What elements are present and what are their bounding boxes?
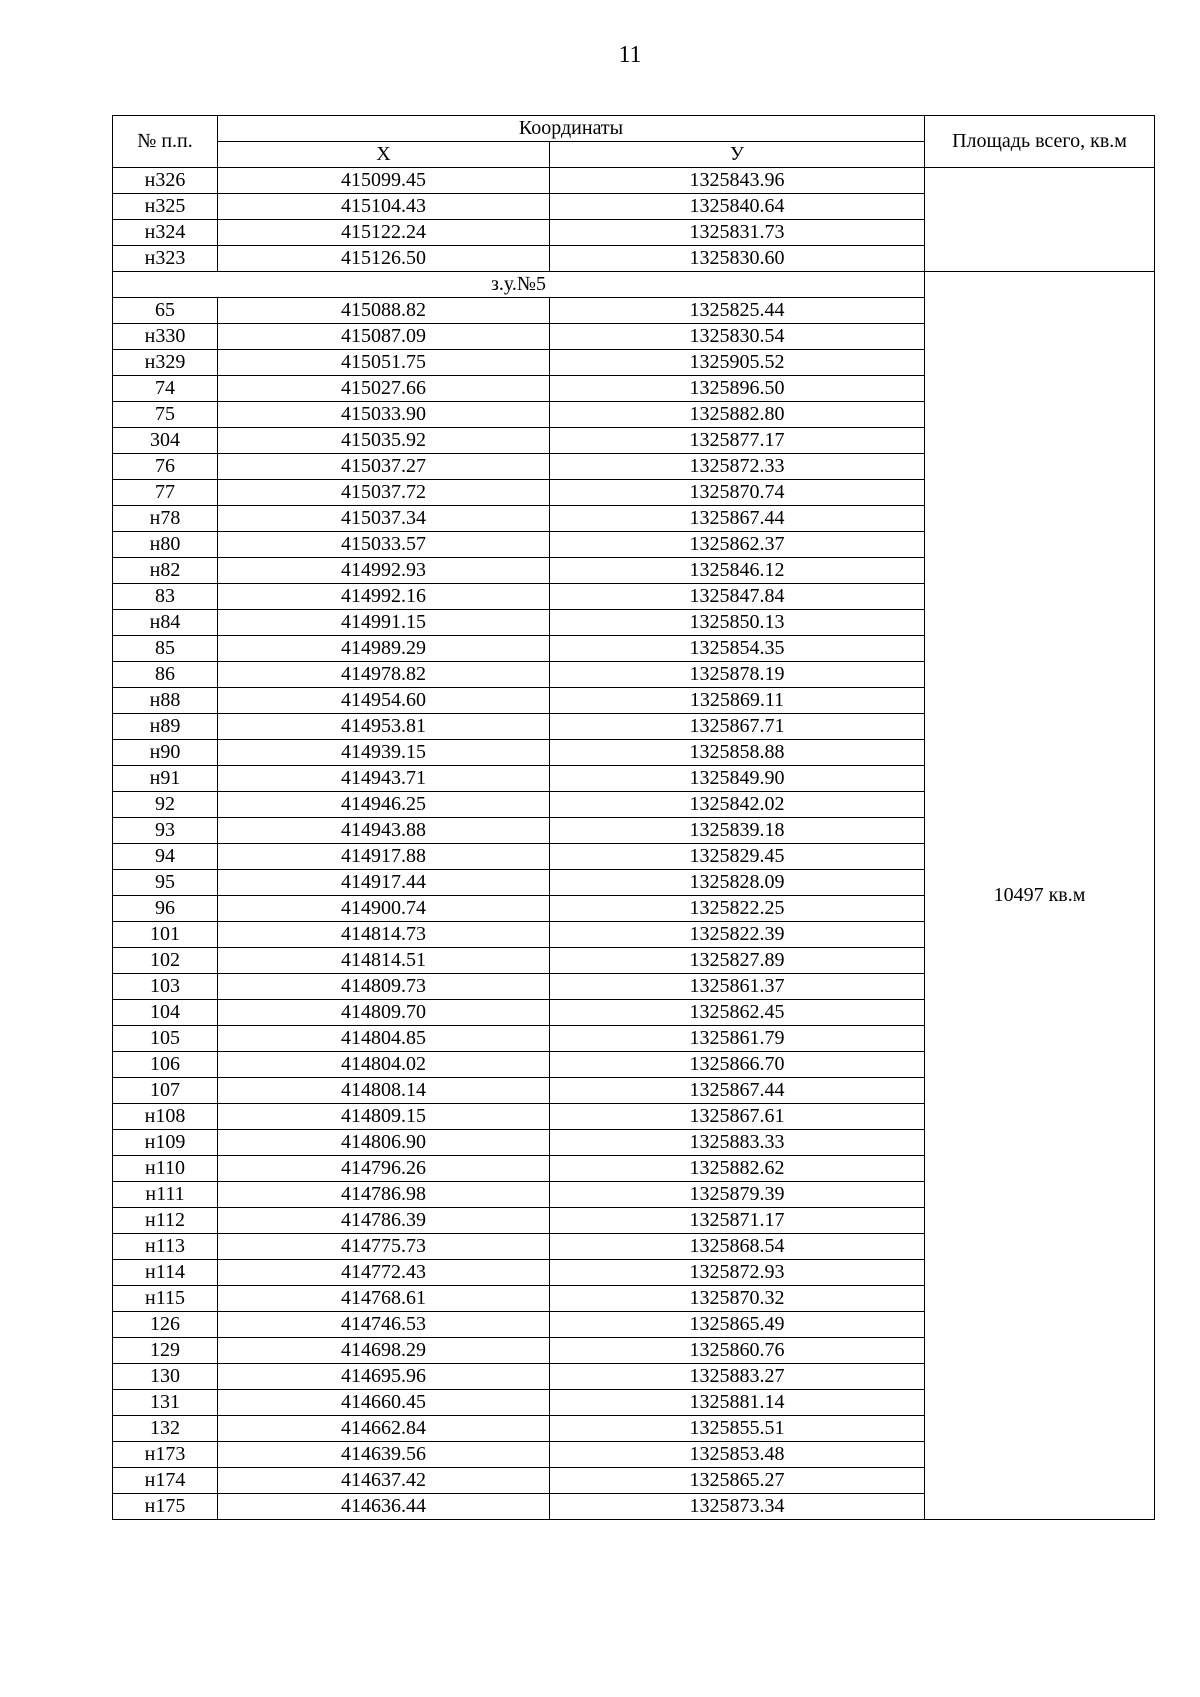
y-coordinate-cell: 1325862.45 [550, 1000, 925, 1026]
y-coordinate-cell: 1325843.96 [550, 168, 925, 194]
coordinates-table [112, 115, 1155, 1520]
point-number-cell: 132 [113, 1416, 218, 1442]
previous-plot-area [925, 168, 1155, 272]
x-coordinate-cell: 414660.45 [218, 1390, 550, 1416]
x-coordinate-cell: 414808.14 [218, 1078, 550, 1104]
table-header [113, 116, 1155, 168]
x-coordinate-cell: 414991.15 [218, 610, 550, 636]
x-coordinate-cell: 414943.71 [218, 766, 550, 792]
x-coordinate-cell: 414662.84 [218, 1416, 550, 1442]
point-number-cell: н111 [113, 1182, 218, 1208]
x-coordinate-cell: 414992.93 [218, 558, 550, 584]
point-number-cell: н89 [113, 714, 218, 740]
x-coordinate-cell: 414636.44 [218, 1494, 550, 1520]
x-coordinate-cell: 414989.29 [218, 636, 550, 662]
plot-5-area: 10497 кв.м [925, 272, 1155, 1520]
point-number-cell: н112 [113, 1208, 218, 1234]
x-coordinate-cell: 414946.25 [218, 792, 550, 818]
x-coordinate-cell: 414804.85 [218, 1026, 550, 1052]
x-coordinate-cell: 414939.15 [218, 740, 550, 766]
x-coordinate-cell: 414917.88 [218, 844, 550, 870]
point-number-cell: 131 [113, 1390, 218, 1416]
x-coordinate-cell: 414806.90 [218, 1130, 550, 1156]
x-coordinate-cell: 414809.70 [218, 1000, 550, 1026]
header-x: X [218, 142, 550, 168]
x-coordinate-cell: 414775.73 [218, 1234, 550, 1260]
point-number-cell: 130 [113, 1364, 218, 1390]
x-coordinate-cell: 415027.66 [218, 376, 550, 402]
point-number-cell: 101 [113, 922, 218, 948]
point-number-cell: 77 [113, 480, 218, 506]
x-coordinate-cell: 414768.61 [218, 1286, 550, 1312]
x-coordinate-cell: 414639.56 [218, 1442, 550, 1468]
header-area: Площадь всего, кв.м [925, 116, 1155, 168]
point-number-cell: н115 [113, 1286, 218, 1312]
point-number-cell: н324 [113, 220, 218, 246]
point-number-cell: 94 [113, 844, 218, 870]
y-coordinate-cell: 1325865.49 [550, 1312, 925, 1338]
y-coordinate-cell: 1325825.44 [550, 298, 925, 324]
point-number-cell: 93 [113, 818, 218, 844]
point-number-cell: 107 [113, 1078, 218, 1104]
y-coordinate-cell: 1325865.27 [550, 1468, 925, 1494]
point-number-cell: н80 [113, 532, 218, 558]
point-number-cell: н88 [113, 688, 218, 714]
point-number-cell: 126 [113, 1312, 218, 1338]
x-coordinate-cell: 415087.09 [218, 324, 550, 350]
point-number-cell: 86 [113, 662, 218, 688]
x-coordinate-cell: 415037.27 [218, 454, 550, 480]
y-coordinate-cell: 1325873.34 [550, 1494, 925, 1520]
x-coordinate-cell: 414954.60 [218, 688, 550, 714]
x-coordinate-cell: 414695.96 [218, 1364, 550, 1390]
header-number: № п.п. [113, 116, 218, 168]
y-coordinate-cell: 1325867.44 [550, 1078, 925, 1104]
x-coordinate-cell: 414809.15 [218, 1104, 550, 1130]
x-coordinate-cell: 415037.72 [218, 480, 550, 506]
y-coordinate-cell: 1325842.02 [550, 792, 925, 818]
y-coordinate-cell: 1325858.88 [550, 740, 925, 766]
x-coordinate-cell: 415033.90 [218, 402, 550, 428]
x-coordinate-cell: 414814.73 [218, 922, 550, 948]
x-coordinate-cell: 415104.43 [218, 194, 550, 220]
x-coordinate-cell: 415122.24 [218, 220, 550, 246]
y-coordinate-cell: 1325896.50 [550, 376, 925, 402]
x-coordinate-cell: 414804.02 [218, 1052, 550, 1078]
y-coordinate-cell: 1325849.90 [550, 766, 925, 792]
header-coordinates: Координаты [218, 116, 925, 142]
point-number-cell: н84 [113, 610, 218, 636]
y-coordinate-cell: 1325870.74 [550, 480, 925, 506]
y-coordinate-cell: 1325883.33 [550, 1130, 925, 1156]
y-coordinate-cell: 1325882.62 [550, 1156, 925, 1182]
x-coordinate-cell: 414637.42 [218, 1468, 550, 1494]
point-number-cell: н329 [113, 350, 218, 376]
y-coordinate-cell: 1325872.33 [550, 454, 925, 480]
x-coordinate-cell: 414814.51 [218, 948, 550, 974]
y-coordinate-cell: 1325860.76 [550, 1338, 925, 1364]
plot-5-rows [113, 272, 1155, 1520]
point-number-cell: 106 [113, 1052, 218, 1078]
point-number-cell: н330 [113, 324, 218, 350]
point-number-cell: 129 [113, 1338, 218, 1364]
point-number-cell: н113 [113, 1234, 218, 1260]
point-number-cell: н82 [113, 558, 218, 584]
y-coordinate-cell: 1325867.71 [550, 714, 925, 740]
x-coordinate-cell: 414698.29 [218, 1338, 550, 1364]
previous-plot-rows [113, 168, 1155, 272]
y-coordinate-cell: 1325827.89 [550, 948, 925, 974]
point-number-cell: 65 [113, 298, 218, 324]
x-coordinate-cell: 414746.53 [218, 1312, 550, 1338]
y-coordinate-cell: 1325872.93 [550, 1260, 925, 1286]
point-number-cell: н110 [113, 1156, 218, 1182]
y-coordinate-cell: 1325868.54 [550, 1234, 925, 1260]
point-number-cell: н91 [113, 766, 218, 792]
point-number-cell: н78 [113, 506, 218, 532]
plot-5-title-row [113, 272, 1155, 298]
x-coordinate-cell: 415035.92 [218, 428, 550, 454]
y-coordinate-cell: 1325867.44 [550, 506, 925, 532]
y-coordinate-cell: 1325855.51 [550, 1416, 925, 1442]
y-coordinate-cell: 1325839.18 [550, 818, 925, 844]
y-coordinate-cell: 1325871.17 [550, 1208, 925, 1234]
point-number-cell: 74 [113, 376, 218, 402]
y-coordinate-cell: 1325862.37 [550, 532, 925, 558]
point-number-cell: н326 [113, 168, 218, 194]
point-number-cell: 304 [113, 428, 218, 454]
page-number: 11 [618, 42, 642, 68]
x-coordinate-cell: 414786.39 [218, 1208, 550, 1234]
y-coordinate-cell: 1325853.48 [550, 1442, 925, 1468]
y-coordinate-cell: 1325882.80 [550, 402, 925, 428]
x-coordinate-cell: 414943.88 [218, 818, 550, 844]
x-coordinate-cell: 414953.81 [218, 714, 550, 740]
y-coordinate-cell: 1325830.60 [550, 246, 925, 272]
point-number-cell: 92 [113, 792, 218, 818]
point-number-cell: 105 [113, 1026, 218, 1052]
point-number-cell: 85 [113, 636, 218, 662]
plot-5-title: з.у.№5 [113, 272, 925, 298]
y-coordinate-cell: 1325850.13 [550, 610, 925, 636]
x-coordinate-cell: 415033.57 [218, 532, 550, 558]
point-number-cell: н325 [113, 194, 218, 220]
y-coordinate-cell: 1325861.79 [550, 1026, 925, 1052]
x-coordinate-cell: 414809.73 [218, 974, 550, 1000]
y-coordinate-cell: 1325854.35 [550, 636, 925, 662]
y-coordinate-cell: 1325847.84 [550, 584, 925, 610]
x-coordinate-cell: 414917.44 [218, 870, 550, 896]
x-coordinate-cell: 414772.43 [218, 1260, 550, 1286]
point-number-cell: н175 [113, 1494, 218, 1520]
x-coordinate-cell: 415126.50 [218, 246, 550, 272]
point-number-cell: н108 [113, 1104, 218, 1130]
y-coordinate-cell: 1325878.19 [550, 662, 925, 688]
x-coordinate-cell: 414992.16 [218, 584, 550, 610]
point-number-cell: 95 [113, 870, 218, 896]
y-coordinate-cell: 1325822.25 [550, 896, 925, 922]
y-coordinate-cell: 1325830.54 [550, 324, 925, 350]
y-coordinate-cell: 1325870.32 [550, 1286, 925, 1312]
point-number-cell: н173 [113, 1442, 218, 1468]
point-number-cell: 103 [113, 974, 218, 1000]
point-number-cell: 102 [113, 948, 218, 974]
y-coordinate-cell: 1325840.64 [550, 194, 925, 220]
point-number-cell: 75 [113, 402, 218, 428]
y-coordinate-cell: 1325846.12 [550, 558, 925, 584]
table-row [113, 168, 1155, 194]
y-coordinate-cell: 1325883.27 [550, 1364, 925, 1390]
y-coordinate-cell: 1325831.73 [550, 220, 925, 246]
x-coordinate-cell: 414796.26 [218, 1156, 550, 1182]
point-number-cell: н109 [113, 1130, 218, 1156]
y-coordinate-cell: 1325879.39 [550, 1182, 925, 1208]
y-coordinate-cell: 1325829.45 [550, 844, 925, 870]
x-coordinate-cell: 415099.45 [218, 168, 550, 194]
x-coordinate-cell: 415088.82 [218, 298, 550, 324]
x-coordinate-cell: 414978.82 [218, 662, 550, 688]
header-y: У [550, 142, 925, 168]
y-coordinate-cell: 1325905.52 [550, 350, 925, 376]
point-number-cell: н323 [113, 246, 218, 272]
y-coordinate-cell: 1325828.09 [550, 870, 925, 896]
x-coordinate-cell: 415037.34 [218, 506, 550, 532]
point-number-cell: 83 [113, 584, 218, 610]
point-number-cell: 76 [113, 454, 218, 480]
point-number-cell: 96 [113, 896, 218, 922]
y-coordinate-cell: 1325881.14 [550, 1390, 925, 1416]
point-number-cell: 104 [113, 1000, 218, 1026]
point-number-cell: н174 [113, 1468, 218, 1494]
x-coordinate-cell: 415051.75 [218, 350, 550, 376]
y-coordinate-cell: 1325867.61 [550, 1104, 925, 1130]
y-coordinate-cell: 1325822.39 [550, 922, 925, 948]
y-coordinate-cell: 1325866.70 [550, 1052, 925, 1078]
point-number-cell: н114 [113, 1260, 218, 1286]
x-coordinate-cell: 414900.74 [218, 896, 550, 922]
y-coordinate-cell: 1325877.17 [550, 428, 925, 454]
x-coordinate-cell: 414786.98 [218, 1182, 550, 1208]
y-coordinate-cell: 1325869.11 [550, 688, 925, 714]
y-coordinate-cell: 1325861.37 [550, 974, 925, 1000]
point-number-cell: н90 [113, 740, 218, 766]
